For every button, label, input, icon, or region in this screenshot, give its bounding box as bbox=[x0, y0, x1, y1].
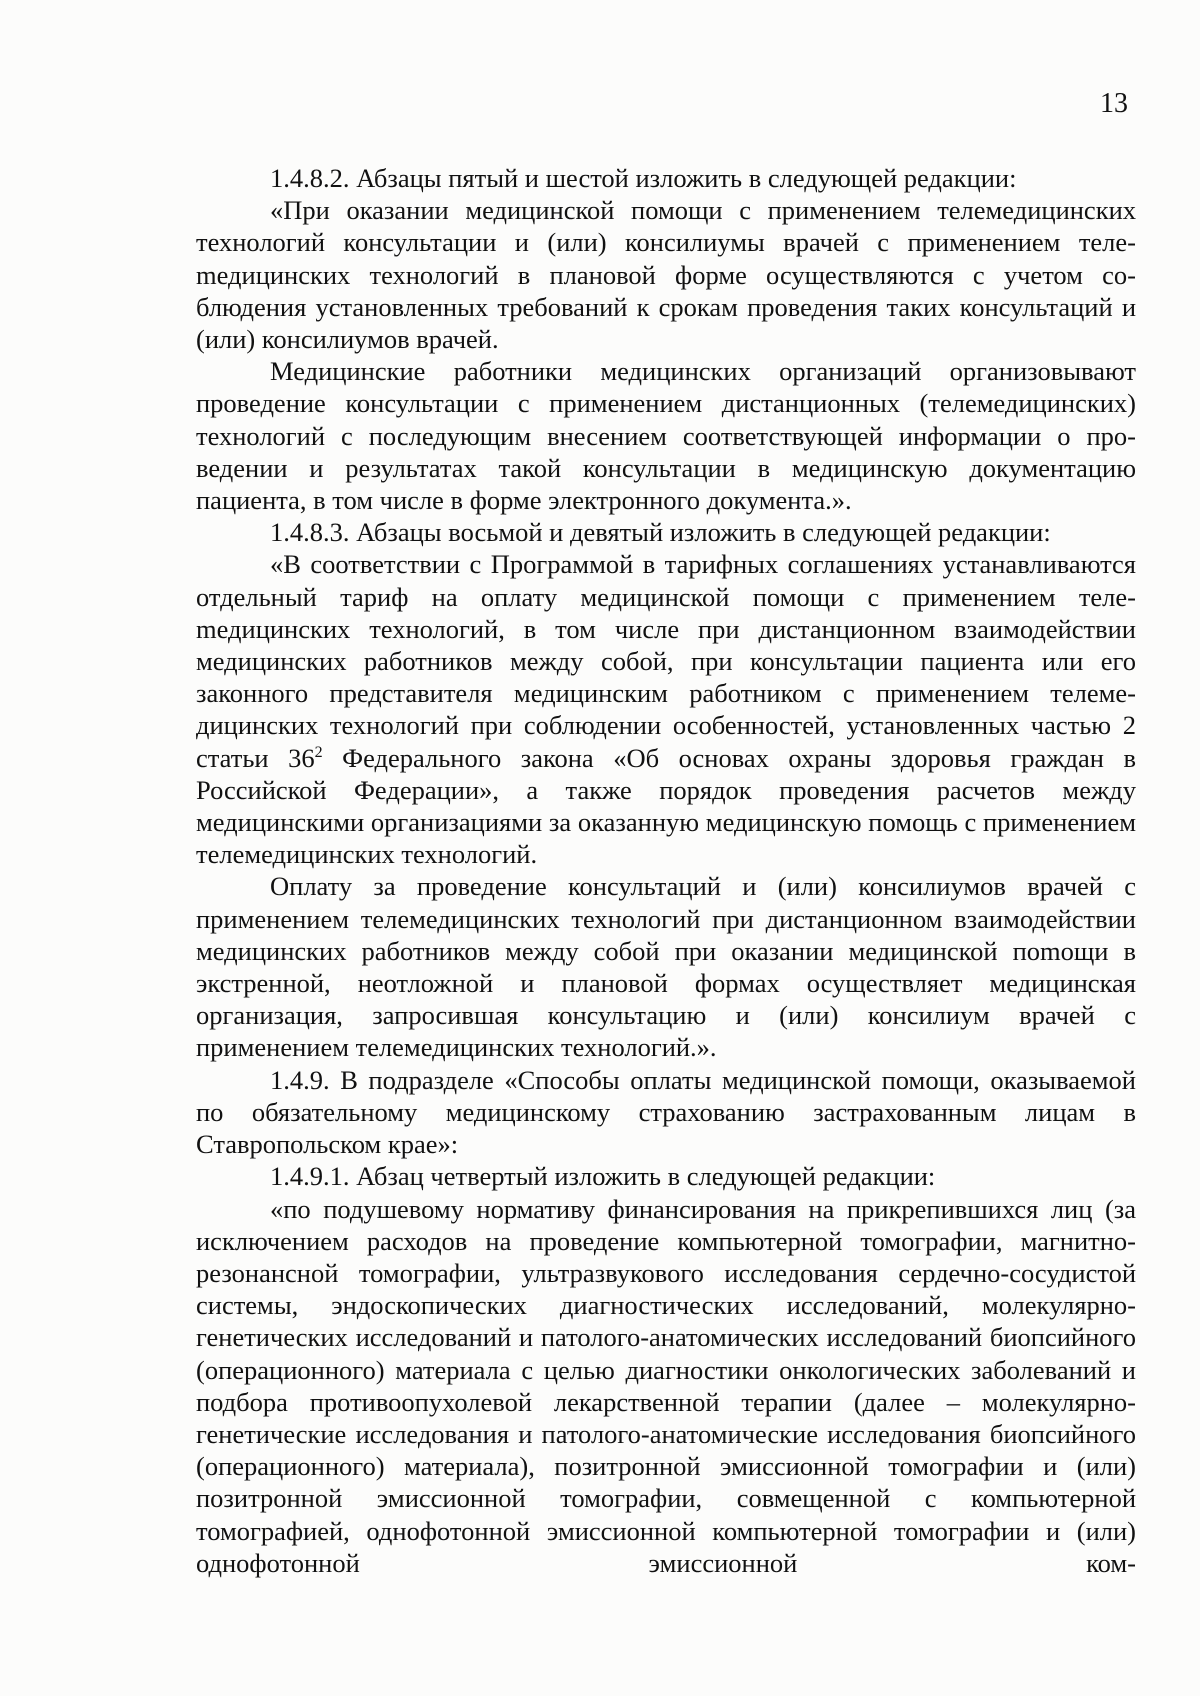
paragraph-1-4-8-2-heading: 1.4.8.2. Абзацы пятый и шестой изложить в следующей редакции: bbox=[270, 163, 1017, 193]
paragraph-1-4-9-heading: 1.4.9. В подразделе «Способы оплаты медицинской помощи, оказываемой по обязательному медицинскому страхованию застрахованным лицам в Ставропольском крае»: bbox=[196, 1064, 1136, 1160]
page-number: 13 bbox=[1100, 88, 1128, 119]
paragraph-payment-consultations: Оплату за проведение консультаций и (или) консилиумов врачей с применением телемедицинских технологий при дистанционном взаимодействии медицинских работников между собой при оказании медицинской поmощи в экстренной, неотложной и плановой формах осуществляет медицинская организация, запросившая консультацию и (или) консилиум врачей с применением телемедицинских технологий.». bbox=[196, 871, 1136, 1063]
superscript-2: 2 bbox=[314, 743, 323, 761]
document-body bbox=[196, 162, 1136, 1579]
paragraph-telemedicine-consultations: «При оказании медицинской помощи с применением телемедицинских технологий консультации и (или) консилиумы врачей с применением телеmедицинских технологий в плановой форме осуществляются с учетом соблюдения установленных требований к срокам проведения таких консультаций и (или) консилиумов врачей. bbox=[196, 195, 1136, 355]
tariff-text-end: Федерального закона «Об основах охраны здоровья граждан в Российской Федерации», а также порядок проведения расчетов между медицинскими организациями за оказанную медицинскую помощь с применением телемедицинских технологий. bbox=[196, 742, 1136, 870]
paragraph-1-4-8-3-heading: 1.4.8.3. Абзацы восьмой и девятый изложить в следующей редакции: bbox=[270, 517, 1051, 548]
tariff-text-start: «В соответствии с Программой в тарифных соглашениях устанавливаются отдельный тариф на оплату медицинской помощи с применением телеmедицинских технологий, в том числе при дистанционном взаимодействии медицинских работников между собой, при консультации пациента или его законного представителя медицинским работником с применением телемедицинских технологий при соблюдении особенностей, установленных частью 2 статьи 36 bbox=[196, 549, 1136, 773]
paragraph-medical-workers: Медицинские работники медицинских организаций организовывают проведение консультации с применением дистанционных (телемедицинских) технологий с последующим внесением соответствующей информации о проведении и результатах такой консультации в медицинскую документацию пациента, в том числе в форме электронного документа.». bbox=[196, 356, 1136, 516]
paragraph-tariff-agreements bbox=[196, 548, 1136, 870]
paragraph-1-4-9-1-heading: 1.4.9.1. Абзац четвертый изложить в следующей редакции: bbox=[270, 1161, 936, 1192]
paragraph-per-capita-standard: «по подушевому нормативу финансирования на прикрепившихся лиц (за исключением расходов на проведение компьютерной томографии, магнитно-резонансной томографии, ультразвукового исследования сердечно-сосудистой системы, эндоскопических диагностических исследований, молекулярно-генетических исследований и патолого-анатомических исследований биопсийного (операционного) материала с целью диагностики онкологических заболеваний и подбора противоопухолевой лекарственной терапии (далее – молекулярно-генетические исследования и патолого-анатомические исследования биопсийного (операционного) материала), позитронной эмиссионной томографии и (или) позитронной эмиссионной томографии, совмещенной с компьютерной томографией, однофотонной эмиссионной компьютерной томографии и (или) однофотонной эмиссионной ком- bbox=[196, 1193, 1136, 1578]
